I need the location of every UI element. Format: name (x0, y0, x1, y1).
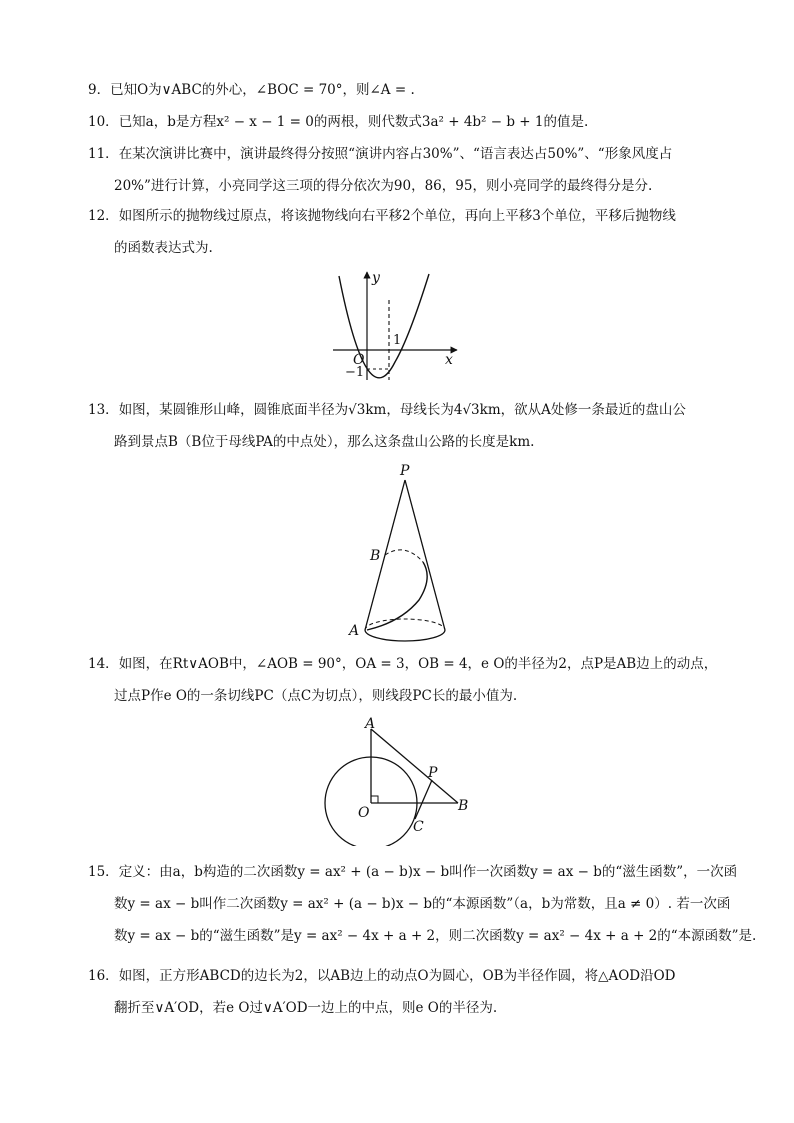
segment-AB (371, 729, 458, 803)
question-text: 已知O为∨ABC的外心，∠BOC = 70°，则∠A = . (110, 82, 415, 98)
question-line (88, 138, 728, 170)
path-back-dashed (385, 550, 423, 562)
question-text: 如图所示的抛物线过原点，将该抛物线向右平移2个单位，再向上平移3个单位，平移后抛物线 (118, 208, 676, 224)
circle-triangle-figure (318, 716, 478, 846)
origin-label: O (353, 352, 365, 368)
question-16 (88, 960, 728, 1024)
x-label: x (445, 352, 453, 368)
question-line (88, 856, 738, 888)
y-label: y (372, 270, 380, 286)
question-text: 20%”进行计算，小亮同学这三项的得分依次为90，86，95，则小亮同学的最终得分是分. (114, 178, 653, 194)
question-number: 14． (88, 656, 119, 672)
label-O: O (358, 805, 370, 821)
right-angle-mark (371, 796, 378, 803)
parabola-figure (325, 268, 465, 388)
question-text: 数y = ax − b的“滋生函数”是y = ax² − 4x + a + 2，则二次函数y = ax² − 4x + a + 2的“本源函数”是. (114, 928, 757, 944)
base-back-arc (365, 619, 445, 630)
question-number: 11． (88, 146, 119, 162)
question-text: 路到景点B（B位于母线PA的中点处），那么这条盘山公路的长度是km. (114, 434, 535, 450)
label-A: A (365, 716, 376, 732)
tick-label-one: 1 (393, 333, 402, 348)
base-front-arc (365, 630, 445, 641)
question-15 (88, 856, 757, 952)
question-text: 数y = ax − b叫作二次函数y = ax² + (a − b)x − b的“本源函数”（a，b为常数，且a ≠ 0）. 若一次函 (114, 896, 731, 912)
question-number: 16． (88, 968, 119, 984)
tick-label-neg-one: −1 (345, 365, 365, 380)
question-text: 翻折至∨A′OD，若e O过∨A′OD一边上的中点，则e O的半径为. (114, 1000, 498, 1016)
question-11 (88, 138, 728, 202)
tangent-PC (415, 780, 432, 819)
question-line (88, 106, 728, 138)
question-text: 如图，在Rt∨AOB中，∠AOB = 90°，OA = 3，OB = 4，e O的半径为2，点P是AB边上的动点， (118, 656, 718, 672)
question-number: 12． (88, 208, 119, 224)
question-text: 过点P作e O的一条切线PC（点C为切点），则线段PC长的最小值为. (114, 688, 518, 704)
label-B: B (458, 798, 469, 814)
question-line (88, 960, 728, 992)
question-text: 如图，正方形ABCD的边长为2，以AB边上的动点O为圆心，OB为半径作圆，将△AOD沿OD (118, 968, 676, 984)
question-line (88, 200, 728, 232)
question-14 (88, 648, 728, 712)
label-P: P (428, 765, 438, 781)
question-number: 10． (88, 114, 119, 130)
question-number: 9． (88, 82, 111, 98)
question-text: 如图，某圆锥形山峰，圆锥底面半径为√3km，母线长为4√3km，欲从A处修一条最近的盘山公 (118, 402, 686, 418)
cone-figure (343, 460, 458, 650)
question-number: 15． (88, 864, 119, 880)
question-line (88, 648, 728, 680)
question-line (88, 74, 728, 106)
label-A: A (349, 623, 360, 639)
question-number: 13． (88, 402, 119, 418)
question-10 (88, 106, 728, 138)
question-text: 的函数表达式为. (114, 240, 213, 256)
question-line (88, 394, 728, 426)
label-P: P (400, 463, 410, 479)
label-B: B (370, 548, 381, 564)
question-12 (88, 200, 728, 264)
question-text: 定义：由a，b构造的二次函数y = ax² + (a − b)x − b叫作一次函数y = ax − b的“滋生函数”，一次函 (118, 864, 738, 880)
question-text: 在某次演讲比赛中，演讲最终得分按照“演讲内容占30%”、“语言表达占50%”、“形象风度占 (118, 146, 673, 162)
label-C: C (413, 819, 424, 835)
question-9 (88, 74, 728, 106)
question-13 (88, 394, 728, 458)
question-text: 已知a，b是方程x² − x − 1 = 0的两根，则代数式3a² + 4b² − b + 1的值是. (118, 114, 589, 130)
